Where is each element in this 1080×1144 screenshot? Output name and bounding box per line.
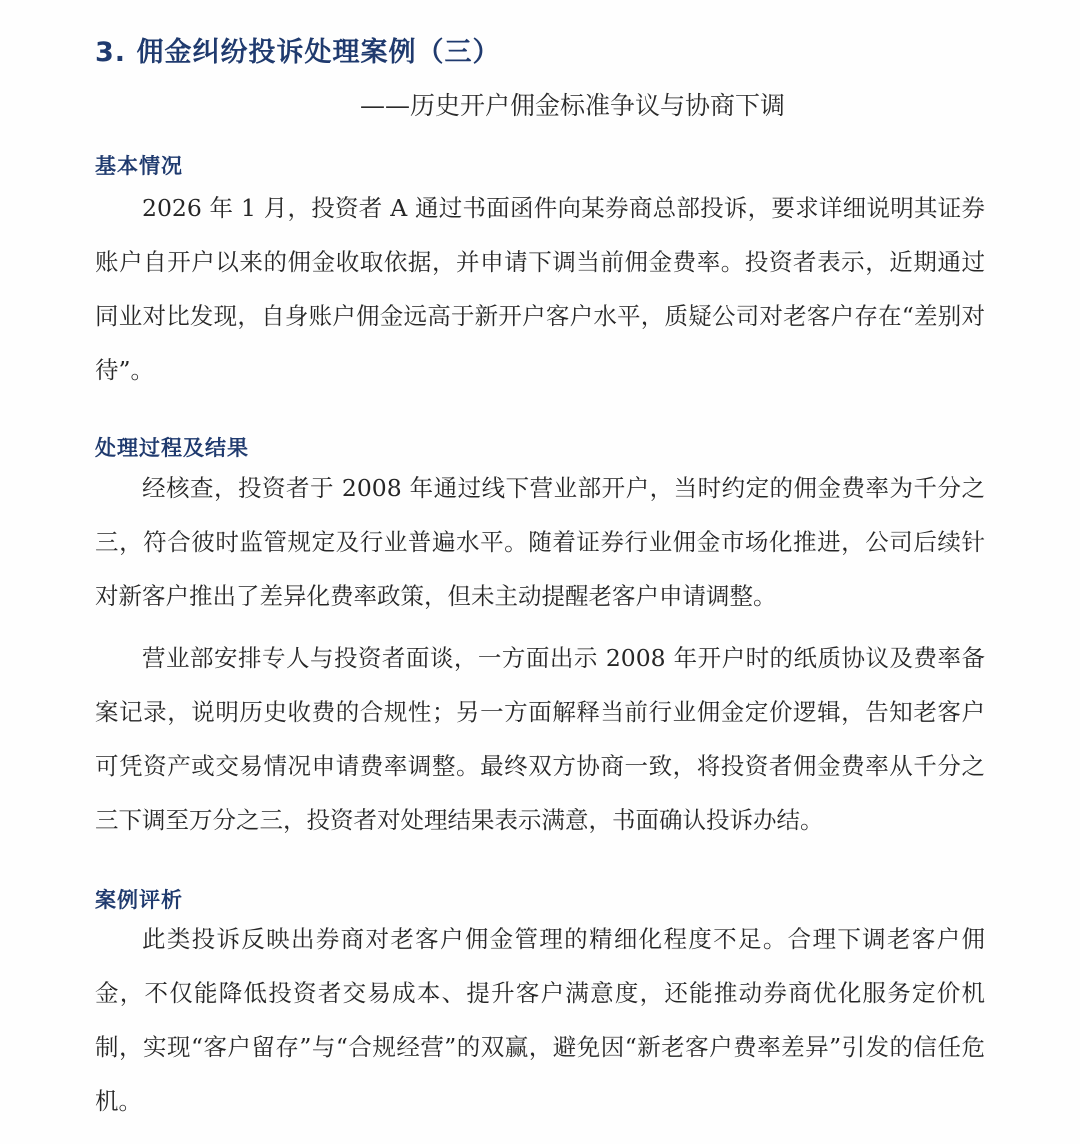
paragraph-process-2: 营业部安排专人与投资者面谈，一方面出示 2008 年开户时的纸质协议及费率备案记录，说明历史收费的合规性；另一方面解释当前行业佣金定价逻辑，告知老客户可凭资产或交易情况申请费率调整。最终双方协商一致，将投资者佣金费率从千分之三下调至万分之三，投资者对处理结果表示满意，书面确认投诉办结。 [95,644,985,834]
section-heading-basic-situation: 基本情况 [95,154,183,178]
document-title: 3. 佣金纠纷投诉处理案例（三） [95,37,501,68]
paragraph-process-1: 经核查，投资者于 2008 年通过线下营业部开户，当时约定的佣金费率为千分之三，符合彼时监管规定及行业普遍水平。随着证券行业佣金市场化推进，公司后续针对新客户推出了差异化费率政策，但未主动提醒老客户申请调整。 [95,474,985,610]
document-subtitle: ——历史开户佣金标准争议与协商下调 [360,91,786,120]
paragraph-basic-situation: 2026 年 1 月，投资者 A 通过书面函件向某券商总部投诉，要求详细说明其证券账户自开户以来的佣金收取依据，并申请下调当前佣金费率。投资者表示，近期通过同业对比发现，自身账户佣金远高于新开户客户水平，质疑公司对老客户存在“差别对待”。 [95,194,985,384]
section-heading-process-and-result: 处理过程及结果 [95,436,249,460]
section-heading-case-analysis: 案例评析 [95,888,183,912]
paragraph-case-analysis: 此类投诉反映出券商对老客户佣金管理的精细化程度不足。合理下调老客户佣金，不仅能降低投资者交易成本、提升客户满意度，还能推动券商优化服务定价机制，实现“客户留存”与“合规经营”的双赢，避免因“新老客户费率差异”引发的信任危机。 [95,925,985,1115]
